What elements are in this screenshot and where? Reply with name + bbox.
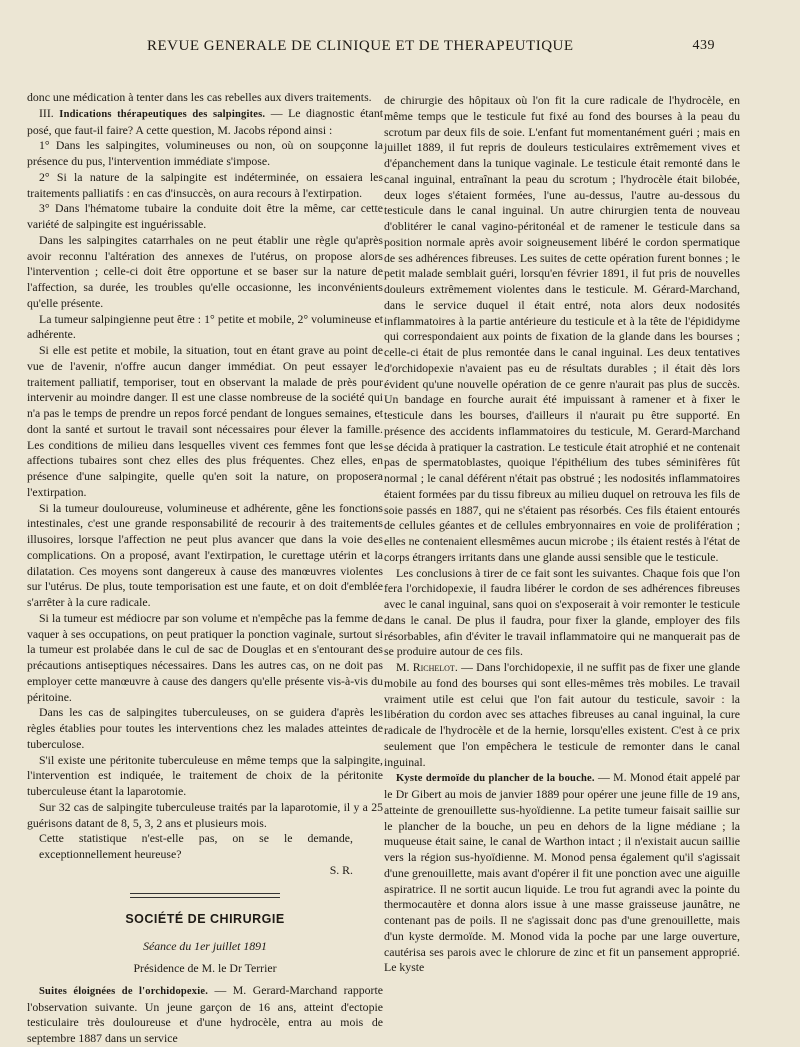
paragraph: 2° Si la nature de la salpingite est indéterminée, on essaiera les traitements palliatifs : en cas d'insuccès, on aura recours à l'extirpation.: [27, 169, 383, 200]
author-signature: S. R.: [329, 862, 353, 877]
running-header: [95, 38, 715, 60]
paragraph: S'il existe une péritonite tuberculeuse en même temps que la salpingite, l'intervention est indiquée, le traitement de choix de la péritonite tuberculeuse étant la laparotomie.: [27, 752, 383, 798]
paragraph: Dans les salpingites catarrhales on ne peut établir une règle qu'après avoir reconnu l'altération des annexes de l'utérus, on propose alors l'intervention ; celle-ci doit être opportune et se baser sur la nature de l'affection, sa durée, les troubles qu'elle occasionne, les inconvénients qu'elle présente.: [27, 232, 383, 310]
paragraph-text: — Dans l'orchidopexie, il ne suffit pas de fixer une glande mobile au fond des bourses qui sont elles-mêmes très mobiles. Le travail vraiment utile est celui que l'on fait autour du testicule, savoir : la libération du cordon avec ses attaches fibreuses au canal inguinal, la cure radicale de l'hydrocèle et de la hernie, lorsqu'elles existent. C'est à ce prix seulement que l'on empêchera le testicule de remonter dans le canal inguinal.: [384, 660, 741, 769]
section-number: III.: [39, 105, 54, 120]
presidency: Présidence de M. le Dr Terrier: [133, 961, 277, 975]
paragraph-kyste: [384, 770, 740, 976]
paragraph: donc une médication à tenter dans les cas rebelles aux divers traitements.: [27, 90, 372, 104]
paragraph: Si la tumeur est médiocre par son volume et n'empêche pas la femme de vaquer à ses occupations, on peut pratiquer la ponction vaginale, surtout si la tumeur est prolabée dans le cul de sac de Douglas et en s'entourant des précautions antiseptiques nécessaires. Dans les autres cas, on ne doit pas employer cette manœuvre à cause des dangers qu'elle présente vis-à-vis du péritoine.: [27, 610, 383, 704]
left-column: [27, 90, 383, 1047]
subsection-heading: Kyste dermoïde du plancher de la bouche.: [396, 773, 595, 785]
page-number: 439: [692, 38, 715, 53]
speaker-name: M. Richelot.: [396, 660, 458, 674]
paragraph: La tumeur salpingienne peut être : 1° petite et mobile, 2° volumineuse et adhérente.: [27, 311, 383, 342]
paragraph-indications: [27, 106, 383, 139]
section-title: SOCIÉTÉ DE CHIRURGIE: [125, 911, 285, 926]
right-column: [384, 93, 740, 976]
subsection-heading: Indications thérapeutiques des salpingites.: [59, 108, 266, 120]
paragraph: Dans les cas de salpingites tuberculeuses, on se guidera d'après les règles établies pour toutes les interventions chez les malades atteintes de tuberculose.: [27, 705, 383, 751]
session-date: Séance du 1er juillet 1891: [143, 939, 267, 954]
paragraph: 1° Dans les salpingites, volumineuses ou non, où on soupçonne la présence du pus, l'intervention immédiate s'impose.: [27, 138, 383, 168]
paragraph: de chirurgie des hôpitaux où l'on fit la cure radicale de l'hydrocèle, en même temps que le testicule fut fixé au fond des bourses à la peau du scrotum par deux fils de soie. L'enfant fut momentanément guéri ; mais en juillet 1889, il fut repris de douleurs testiculaires extrêmement vives et d'épanchement dans la tunique vaginale. Le testicule était remonté dans le canal inguinal, entraînant la peau du scrotum ; l'hydrocèle était bilobée, deux loges s'étaient formées, l'une au-dessus, l'autre au-dessous du testicule dans le canal inguinal. Un autre chirurgien tenta de nouveau d'oblitérer le canal vagino-péritonéal et de ramener le testicule dans sa position normale après avoir soigneusement libéré le cordon spermatique de ses adhérences fibreuses. Les suites de cette opération furent bonnes ; le petit malade semblait guéri, lorsqu'en février 1891, il fut pris de nouvelles douleurs extrêmement violentes dans le testicule. M. Gérard-Marchand, dans le service duquel il était entré, nota alors deux nodosités inflammatoires à la partie antérieure du testicule et à la tête de l'épididyme qui correspondaient aux points de fixation de la glande dans les bourses ; celle-ci était de plus remontée dans le canal inguinal. Les deux tentatives d'orchidopexie n'avaient pas eu de résultats durables ; il était dès lors évident qu'une nouvelle opération de ce genre n'aurait pas plus de succès. Un bandage en fourche aurait été impuissant à ramener et à fixer le testicule dans les bourses, d'ailleurs il n'aurait pu être supporté. En présence des accidents inflammatoires du testicule, M. Gerard-Marchand se décida à pratiquer la castration. Le testicule était atrophié et ne contenait pas de spermatoblastes, quoique l'épithélium des tubes séminifères fût normal ; le canal déférent n'était pas obstrué ; les nodosités inflammatoires étaient formées par du tissu fibreux au milieu duquel on retrouva les fils de soie passés en 1887, qui ne s'étaient pas résorbés. Ces fils étaient entourés de cellules géantes et de cellules embryonnaires en voie de prolifération ; elles ne contenaient ellesmêmes aucun microbe ; ils étaient restés à l'état de corps étrangers irritants dans une glande aussi sensible que le testicule.: [384, 93, 740, 564]
paragraph-richelot: [384, 660, 740, 770]
paragraph: Cette statistique n'est-elle pas, on se le demande, exceptionnellement heureuse?: [39, 831, 353, 861]
paragraph: Si elle est petite et mobile, la situation, tout en étant grave au point de vue de l'avenir, n'offre aucun danger immédiat. On peut essayer le traitement palliatif, temporiser, tout en observant la malade de près pour intervenir au moindre danger. Il est une classe nombreuse de la société qui n'a pas le temps de prendre un repos forcé pendant de longues semaines, et dont la santé et surtout le travail sont nécessaires pour élever la famille. Les conditions de milieu dans lesquelles vivent ces femmes font que les affections tubaires sont chez elles des plus fréquentes. Chez elles, en présence d'une salpingite, quelle qu'en soit la nature, on proposera l'extirpation.: [27, 343, 383, 499]
signature-row: [27, 863, 383, 879]
paragraph: 3° Dans l'hématome tubaire la conduite doit être la même, car cette variété de salpingite est inguérissable.: [27, 201, 383, 231]
closing-paragraph: [27, 831, 383, 863]
section-divider: [130, 893, 280, 898]
paragraph-text: — M. Gerard-Marchand rapporte l'observation suivante. Un jeune garçon de 16 ans, atteint d'ectopie testiculaire très douloureuse et d'une hydrocèle, entra au mois de septembre 1887 dans un service: [27, 982, 383, 1045]
journal-title: REVUE GENERALE DE CLINIQUE ET DE THERAPEUTIQUE: [147, 38, 574, 54]
subsection-heading: Suites éloignées de l'orchidopexie.: [39, 985, 209, 997]
paragraph: Sur 32 cas de salpingite tuberculeuse traités par la laparotomie, il y a 25 guérisons datant de 8, 5, 3, 2 ans et plusieurs mois.: [27, 799, 383, 830]
paragraph-text: — Le diagnostic étant posé, que faut-il faire? A cette question, M. Jacobs répond ainsi :: [27, 105, 383, 137]
paragraph: Les conclusions à tirer de ce fait sont les suivantes. Chaque fois que l'on fera l'orchidopexie, il faudra libérer le cordon de ses adhérences fibreuses avec le canal inguinal, sans quoi on s'exposerait à voir remonter le testicule dans le canal. De plus il faudra, pour fixer la glande, employer des fils résorbables, afin d'éviter le travail inflammatoire qui ne manquerait pas de se produire autour de ces fils.: [384, 565, 740, 659]
paragraph: Si la tumeur douloureuse, volumineuse et adhérente, gêne les fonctions intestinales, c'est une grande responsabilité de recourir à des traitements illusoires, lorsque l'affection ne peut plus avancer que dans la voie des complications. On a proposé, avant l'extirpation, le curettage utérin et la dilatation. Ces moyens sont dangereux à cause des manœuvres violentes sur l'utérus. De plus, toute temporisation est une faute, et on doit d'emblée s'arrêter à la cure radicale.: [27, 500, 383, 609]
paragraph-orchidopexie: [27, 983, 383, 1047]
paragraph-text: — M. Monod était appelé par le Dr Gibert au mois de janvier 1889 pour opérer une jeune fille de 19 ans, atteinte de grenouillette sus-hyoïdienne. La petite tumeur faisait saillie sur le plancher de la bouche, un peu en dehors de la ligne médiane ; la muqueuse était saine, le canal de Warthon intact ; il n'existait aucun saillie vers la région sus-hyoïdienne. M. Monod pensa également qu'il s'agissait d'une grenouillette, mais avant d'opérer il fit une ponction avec une aiguille aspiratrice. Il ne sortit aucun liquide. Le trou fut agrandi avec la pointe du thermocautère et donna alors issue à une masse graisseuse jaunâtre, ne contenant pas de poils. Il ne s'agissait donc pas d'une grenouillette, mais d'un kyste dermoïde. M. Monod vida la poche par une large ouverture, cautérisa ses parois avec le chlorure de zinc et fit un pansement approprié. Le kyste: [384, 770, 740, 975]
